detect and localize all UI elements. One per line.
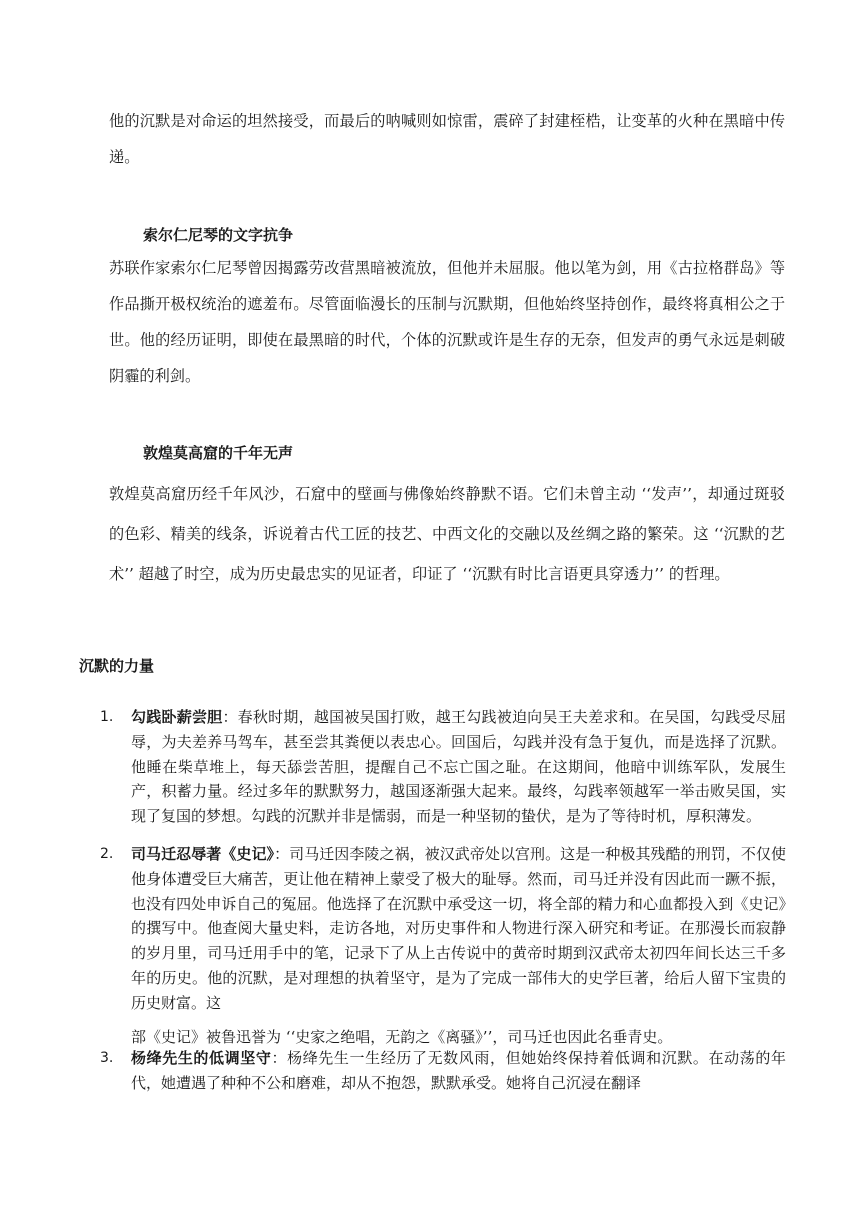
list-item-text: ：司马迁因李陵之祸，被汉武帝处以宫刑。这是一种极其残酷的刑罚，不仅使他身体遭受巨大痛苦，更让他在精神上蒙受了极大的耻辱。然而，司马迁并没有因此而一蹶不振，也没有四处申诉自己的冤屈。他选择了在沉默中承受这一切，将全部的精力和心血都投入到《史记》的撰写中。他查阅大量史料，走访各地，对历史事件和人物进行深入研究和考证。在那漫长而寂静的岁月里，司马迁用手中的笔，记录下了从上古传说中的黄帝时期到汉武帝太初四年间长达三千多年的历史。他的沉默，是对理想的执着坚守，是为了完成一部伟大的史学巨著，给后人留下宝贵的历史财富。这 [131,845,786,1012]
list-item-title: 勾践卧薪尝胆 [131,708,223,726]
list-item-body [131,1046,786,1096]
list-item [100,1046,786,1096]
heading-solzhenitsyn: 索尔仁尼琴的文字抗争 [143,226,294,244]
list-item-title: 杨绛先生的低调坚守 [131,1049,272,1067]
list-item-body [131,842,786,1016]
list-item-continuation: 部《史记》被鲁迅誉为 ‘‘史家之绝唱，无韵之《离骚》’’，司马迁也因此名垂青史。 [131,1027,673,1046]
list-item-number: 2. [100,846,114,862]
list-item [100,842,786,1050]
list-item [100,705,786,829]
list-item-body [131,705,786,829]
list-item-text: ：春秋时期，越国被吴国打败，越王勾践被迫向吴王夫差求和。在吴国，勾践受尽屈辱，为夫差养马驾车，甚至尝其粪便以表忠心。回国后，勾践并没有急于复仇，而是选择了沉默。他睡在柴草堆上，每天舔尝苦胆，提醒自己不忘亡国之耻。在这期间，他暗中训练军队，发展生产，积蓄力量。经过多年的默默努力，越国逐渐强大起来。最终，勾践率领越军一举击败吴国，实现了复国的梦想。勾践的沉默并非是懦弱，而是一种坚韧的蛰伏，是为了等待时机，厚积薄发。 [131,708,786,826]
section-heading: 沉默的力量 [79,657,155,675]
list-item-title: 司马迁忍辱著《史记》 [131,845,275,863]
paragraph-dunhuang: 敦煌莫高窟历经千年风沙，石窟中的壁画与佛像始终静默不语。它们未曾主动 ‘‘发声’’，却通过斑驳的色彩、精美的线条，诉说着古代工匠的技艺、中西文化的交融以及丝绸之路的繁荣。这 ‘‘沉默的艺术’’ 超越了时空，成为历史最忠实的见证者，印证了 ‘‘沉默有时比言语更具穿透力’’ 的哲理。 [109,485,785,583]
heading-dunhuang: 敦煌莫高窟的千年无声 [143,444,294,462]
list-item-number: 3. [100,1050,114,1066]
intro-paragraph: 他的沉默是对命运的坦然接受，而最后的呐喊则如惊雷，震碎了封建桎梏，让变革的火种在黑暗中传递。 [109,112,785,166]
list-item-text: ：杨绛先生一生经历了无数风雨，但她始终保持着低调和沉默。在动荡的年代，她遭遇了种种不公和磨难，却从不抱怨，默默承受。她将自己沉浸在翻译 [131,1049,786,1092]
paragraph-solzhenitsyn: 苏联作家索尔仁尼琴曾因揭露劳改营黑暗被流放，但他并未屈服。他以笔为剑，用《古拉格群岛》等作品撕开极权统治的遮羞布。尽管面临漫长的压制与沉默期，但他始终坚持创作，最终将真相公之于世。他的经历证明，即使在最黑暗的时代，个体的沉默或许是生存的无奈，但发声的勇气永远是刺破阴霾的利剑。 [109,259,785,385]
list-item-number: 1. [100,709,114,725]
